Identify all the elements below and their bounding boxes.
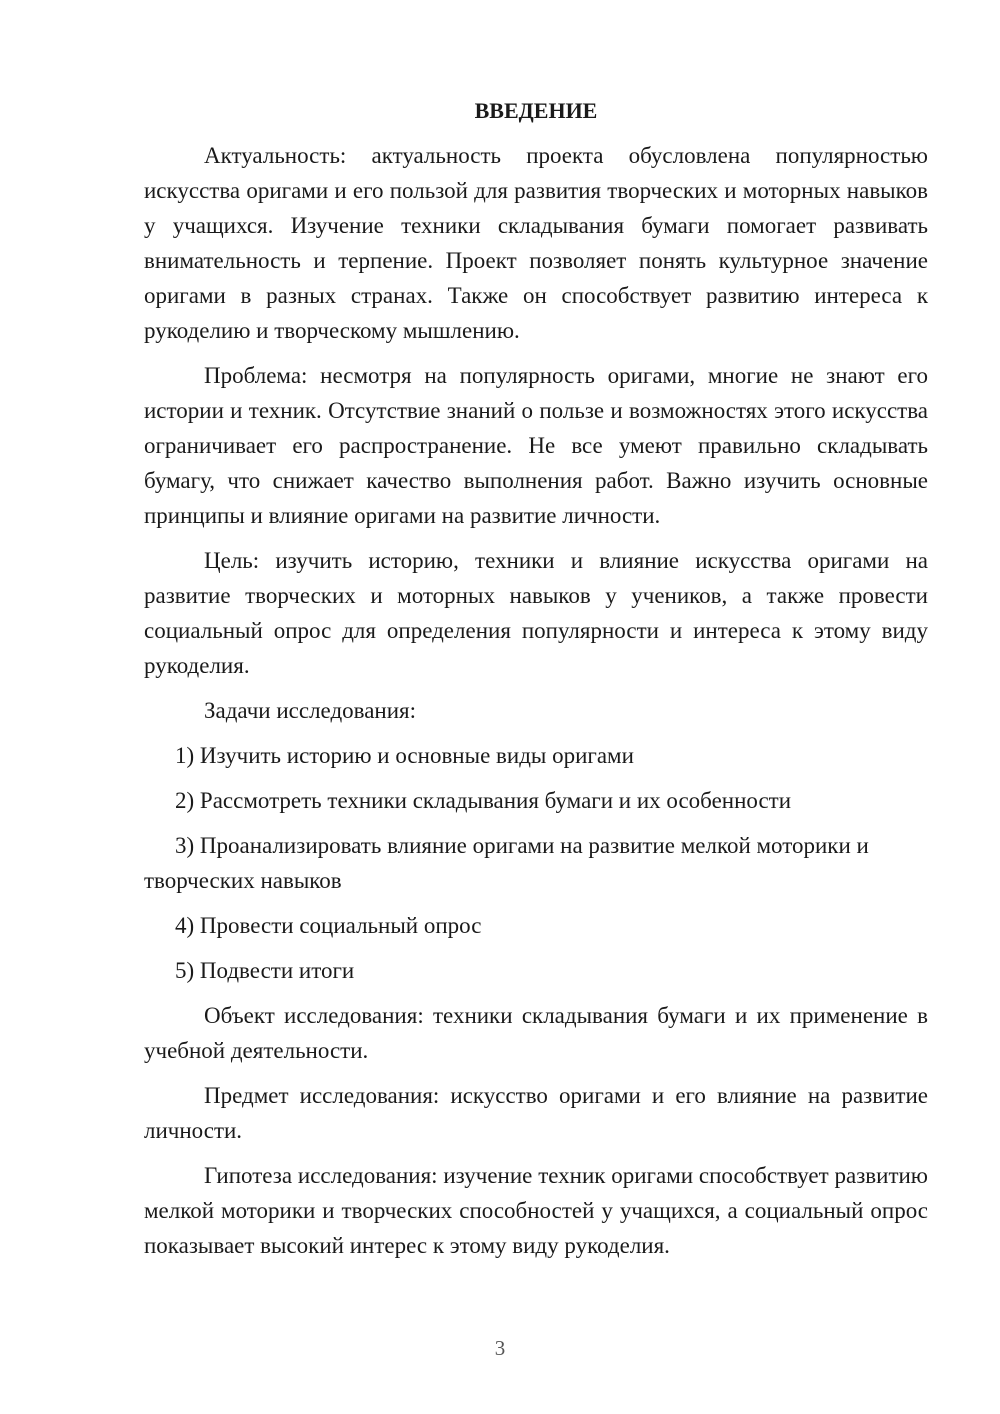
task-item-1: 1) Изучить историю и основные виды оригами (175, 743, 634, 768)
problem-paragraph: Проблема: несмотря на популярность оригами, многие не знают его истории и техник. Отсутствие знаний о пользе и возможностях этого искусства ограничивает его распространение. Не все умеют правильно складывать бумагу, что снижает качество выполнения работ. Важно изучить основные принципы и влияние оригами на развитие личности. (144, 363, 928, 528)
section-heading: ВВЕДЕНИЕ (474, 98, 598, 123)
tasks-title: Задачи исследования: (204, 698, 417, 723)
task-item-5: 5) Подвести итоги (175, 958, 355, 983)
page-number: 3 (494, 1336, 506, 1360)
subject-paragraph: Предмет исследования: искусство оригами и его влияние на развитие личности. (144, 1083, 928, 1143)
task-item-4: 4) Провести социальный опрос (175, 913, 482, 938)
task-item-2: 2) Рассмотреть техники складывания бумаги и их особенности (175, 788, 792, 813)
page-content (144, 96, 928, 1273)
relevance-paragraph: Актуальность: актуальность проекта обусловлена популярностью искусства оригами и его пользой для развития творческих и моторных навыков у учащихся. Изучение техники складывания бумаги помогает развивать внимательность и терпение. Проект позволяет понять культурное значение оригами в разных странах. Также он способствует развитию интереса к рукоделию и творческому мышлению. (144, 143, 928, 343)
goal-paragraph: Цель: изучить историю, техники и влияние искусства оригами на развитие творческих и моторных навыков у учеников, а также провести социальный опрос для определения популярности и интереса к этому виду рукоделия. (144, 548, 928, 678)
hypothesis-paragraph: Гипотеза исследования: изучение техник оригами способствует развитию мелкой моторики и творческих способностей у учащихся, а социальный опрос показывает высокий интерес к этому виду рукоделия. (144, 1163, 928, 1258)
task-item-3: 3) Проанализировать влияние оригами на развитие мелкой моторики и творческих навыков (144, 833, 869, 893)
object-paragraph: Объект исследования: техники складывания бумаги и их применение в учебной деятельности. (144, 1003, 928, 1063)
